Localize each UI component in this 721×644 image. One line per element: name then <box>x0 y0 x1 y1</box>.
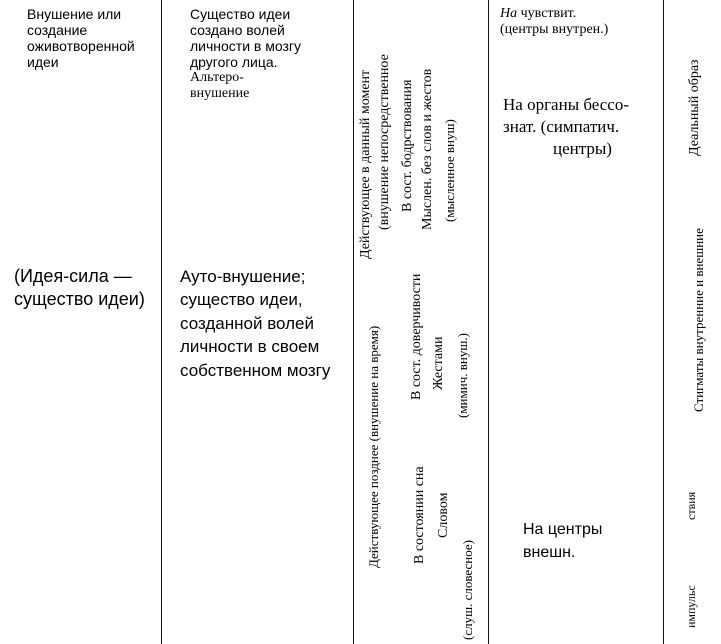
col3-mental-sub: (мысленное внуш) <box>442 119 457 222</box>
col1-mid-line: (Идея-сила — <box>14 266 132 286</box>
col2-top-line: Существо идеи <box>190 6 291 22</box>
col4-unconscious <box>503 94 629 160</box>
col2-mid-line: личности в своем <box>180 337 320 357</box>
column-divider-1 <box>161 0 162 644</box>
col5-stigmata: Стигматы внутренние и внешние <box>691 228 706 412</box>
col1-top-line: идеи <box>27 54 59 71</box>
col3-words: Словом <box>436 492 451 538</box>
col3-verbal: (слуш. словесное) <box>460 540 475 640</box>
col5-impulse: импульс <box>684 585 698 628</box>
col3-sleep: В состоянии сна <box>412 466 427 564</box>
col2-top-line: другого лица. <box>190 54 278 71</box>
col2-mid-line: созданной волей <box>180 313 314 333</box>
col4-external-line: На центры <box>523 521 603 538</box>
col2-top-line: личности в мозгу <box>190 38 302 55</box>
col5-ideal: Деальный образ <box>687 59 702 156</box>
col4-sensitive <box>500 6 608 38</box>
col4-sensitive-line1 <box>500 6 608 22</box>
col2-top-line: создано волей <box>190 22 285 39</box>
col3-mimic: (мимич. внуш.) <box>455 333 470 418</box>
col3-immediate: Действующее в данный момент <box>358 69 373 259</box>
col3-mental: Мыслен. без слов и жестов <box>420 68 435 230</box>
col1-mid-line: существо идеи) <box>14 289 145 310</box>
column-divider-4 <box>663 0 664 644</box>
col3-immediate-sub: (внушение непосредственное <box>377 54 392 230</box>
col4-sensitive-line2: (центры внутрен.) <box>500 22 609 38</box>
col4-sensitive-em: На <box>500 6 518 21</box>
col4-sensitive-rest: чувствит. <box>517 6 577 21</box>
col4-external <box>523 518 602 564</box>
col2-top-line: внушение <box>190 86 250 102</box>
col2-mid-text <box>180 265 330 382</box>
column-divider-3 <box>488 0 489 644</box>
col3-gestures: Жестами <box>431 336 446 390</box>
col1-top-line: создание <box>27 22 88 39</box>
column-divider-2 <box>353 0 354 644</box>
col3-trust: В сост. доверчивости <box>409 273 424 400</box>
col2-top-line: Альтеро- <box>190 70 244 86</box>
col4-unconscious-line: центры) <box>553 139 612 159</box>
col4-external-line: внешн. <box>523 544 576 562</box>
col3-delayed: Действующее позднее (внушение на время) <box>366 325 381 568</box>
col3-awake: В сост. бодрствования <box>400 79 415 212</box>
col2-mid-line: собственном мозгу <box>180 360 331 380</box>
col4-unconscious-line: знат. (симпатич. <box>503 117 620 137</box>
col2-mid-line: Ауто-внушение; <box>180 267 306 286</box>
col1-top-line: Внушение или <box>27 6 122 22</box>
col1-mid-text <box>14 265 145 312</box>
col4-unconscious-line: На органы бессо- <box>503 95 630 114</box>
col1-top-text <box>27 6 135 70</box>
col5-stvia: ствия <box>684 491 698 520</box>
col2-mid-line: существо идеи, <box>180 290 303 310</box>
col1-top-line: оживотворенной <box>27 38 135 55</box>
col2-top-text <box>190 6 301 103</box>
